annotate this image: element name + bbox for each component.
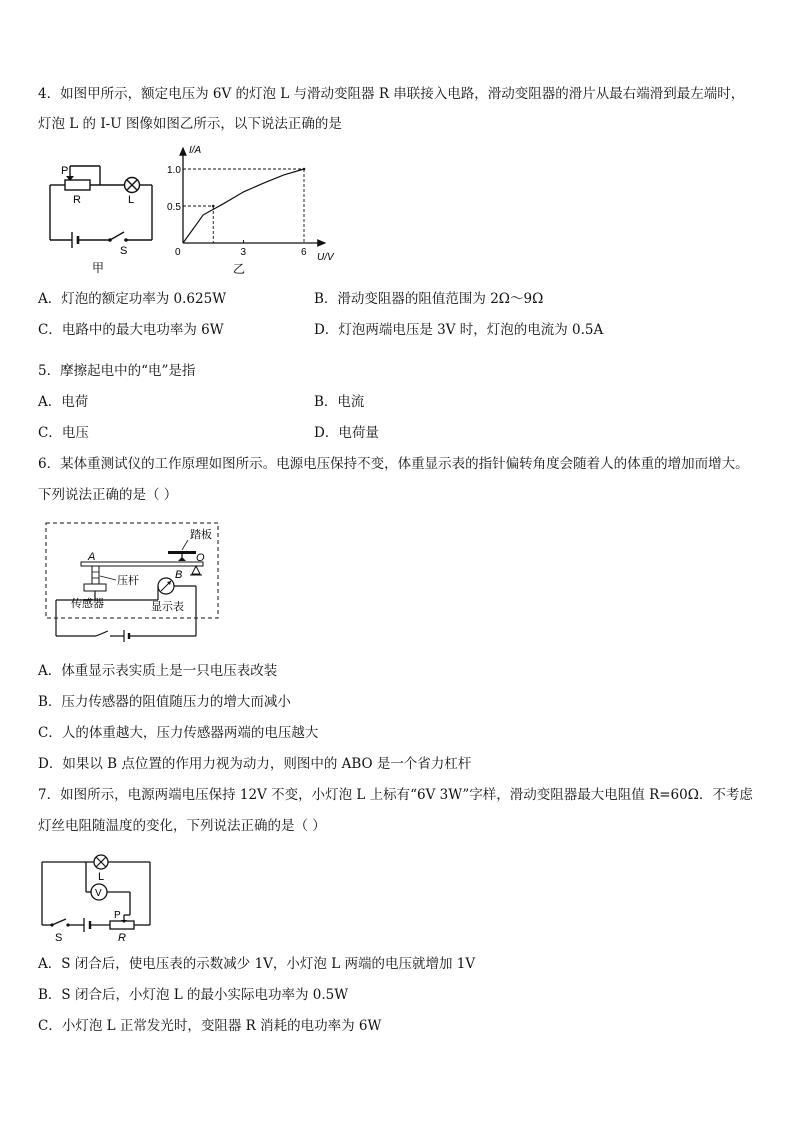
pressure-rod <box>92 566 99 584</box>
label-a: A <box>88 551 96 563</box>
label-p: P <box>61 165 69 177</box>
q4-option-a[interactable]: A．灯泡的额定功率为 0.625W <box>38 291 227 307</box>
label-l: L <box>98 871 105 883</box>
q5-stem: 5．摩擦起电中的“电”是指 <box>38 363 196 379</box>
label-s: S <box>55 932 63 944</box>
q6-scale-diagram <box>38 518 228 643</box>
q5-option-c[interactable]: C．电压 <box>38 425 89 441</box>
label-p: P <box>114 910 121 921</box>
q6-option-b[interactable]: B．压力传感器的阻值随压力的增大而减小 <box>38 694 291 710</box>
origin-label: 0 <box>175 247 181 258</box>
q4-iu-graph-yi <box>165 143 345 278</box>
rheostat-r <box>110 921 134 929</box>
q6-option-d[interactable]: D．如果以 B 点位置的作用力视为动力，则图中的 ABO 是一个省力杠杆 <box>38 756 472 772</box>
q4-option-c[interactable]: C．电路中的最大电功率为 6W <box>38 322 224 338</box>
lever-abo <box>81 562 203 566</box>
q7-option-b[interactable]: B．S 闭合后，小灯泡 L 的最小实际电功率为 0.5W <box>38 987 349 1003</box>
q4-stem-line1: 4．如图甲所示，额定电压为 6V 的灯泡 L 与滑动变阻器 R 串联接入电路，滑动变阻器的滑片从最右端滑到最左端时， <box>38 86 745 102</box>
y-tick-label-1-0: 1.0 <box>167 165 181 176</box>
label-sensor: 传感器 <box>71 598 104 610</box>
label-l: L <box>128 194 135 206</box>
q5-option-b[interactable]: B．电流 <box>314 394 365 410</box>
q7-option-a[interactable]: A．S 闭合后，使电压表的示数减少 1V，小灯泡 L 两端的电压就增加 1V <box>38 956 476 972</box>
q5-option-a[interactable]: A．电荷 <box>38 394 89 410</box>
q4-stem-line2: 灯泡 L 的 I-U 图像如图乙所示，以下说法正确的是 <box>38 116 342 132</box>
q6-option-c[interactable]: C．人的体重越大，压力传感器两端的电压越大 <box>38 725 319 741</box>
q6-stem-line1: 6．某体重测试仪的工作原理如图所示。电源电压保持不变，体重显示表的指针偏转角度会随着人的体重的增加而增大。 <box>38 456 749 472</box>
caption-yi: 乙 <box>233 262 246 276</box>
pedal <box>168 551 196 554</box>
label-o: O <box>196 552 205 564</box>
label-r: R <box>118 932 126 944</box>
q7-option-c[interactable]: C．小灯泡 L 正常发光时，变阻器 R 消耗的电功率为 6W <box>38 1018 382 1034</box>
q4-circuit-diagram-jia <box>40 160 165 275</box>
label-v: V <box>95 888 102 899</box>
label-s: S <box>120 245 128 257</box>
x-axis-label: U/V <box>317 252 334 263</box>
q4-option-d[interactable]: D．灯泡两端电压是 3V 时，灯泡的电流为 0.5A <box>314 322 604 338</box>
resistor-r <box>65 180 90 190</box>
q7-circuit-diagram <box>38 847 163 945</box>
label-b: B <box>175 569 183 581</box>
q6-stem-line2: 下列说法正确的是（ ） <box>38 487 178 503</box>
q4-option-b[interactable]: B．滑动变阻器的阻值范围为 2Ω～9Ω <box>314 291 544 307</box>
q7-stem-line1: 7．如图所示，电源两端电压保持 12V 不变，小灯泡 L 上标有“6V 3W”字样，滑动变阻器最大电阻值 R=60Ω．不考虑 <box>38 787 753 803</box>
label-r: R <box>73 194 81 206</box>
x-tick-label-3: 3 <box>240 247 247 258</box>
label-rod: 压杆 <box>117 575 139 587</box>
label-meter: 显示表 <box>151 601 184 613</box>
q5-option-d[interactable]: D．电荷量 <box>314 425 379 441</box>
caption-jia: 甲 <box>92 261 105 275</box>
point-0-5 <box>212 205 215 208</box>
q7-stem-line2: 灯丝电阻随温度的变化，下列说法正确的是（ ） <box>38 818 326 834</box>
pressure-sensor <box>84 584 106 591</box>
y-tick-label-0-5: 0.5 <box>167 202 181 213</box>
x-tick-label-6: 6 <box>301 247 307 258</box>
iu-curve <box>183 169 304 243</box>
y-axis-label: I/A <box>189 145 202 156</box>
q6-option-a[interactable]: A．体重显示表实质上是一只电压表改装 <box>38 663 278 679</box>
label-pedal: 踏板 <box>190 529 212 541</box>
